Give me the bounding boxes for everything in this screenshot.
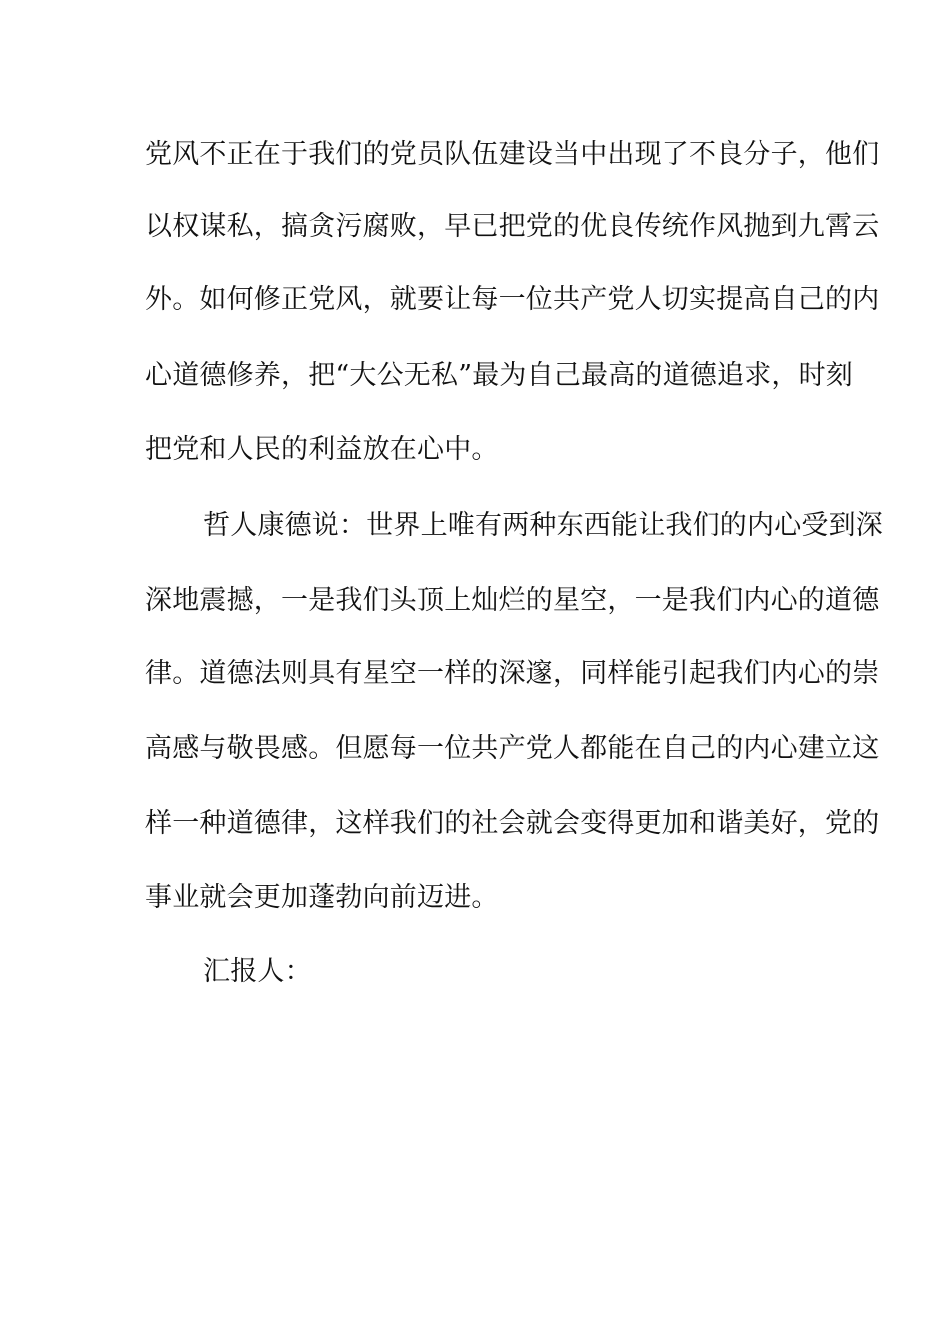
signature-label: 汇报人： — [203, 956, 312, 987]
paragraph-line: 样一种道德律，这样我们的社会就会变得更加和谐美好，党的 — [145, 808, 880, 839]
paragraph-line: 心道德修养，把“大公无私”最为自己最高的道德追求，时刻 — [145, 360, 854, 391]
paragraph-line: 外。如何修正党风，就要让每一位共产党人切实提高自己的内 — [145, 284, 880, 315]
paragraph-line: 党风不正在于我们的党员队伍建设当中出现了不良分子，他们 — [145, 139, 880, 170]
paragraph-line: 深地震撼，一是我们头顶上灿烂的星空，一是我们内心的道德 — [145, 585, 880, 616]
paragraph-line: 律。道德法则具有星空一样的深邃，同样能引起我们内心的崇 — [145, 658, 880, 689]
paragraph-line: 事业就会更加蓬勃向前迈进。 — [145, 882, 499, 913]
paragraph-line: 把党和人民的利益放在心中。 — [145, 434, 499, 465]
paragraph-line: 高感与敬畏感。但愿每一位共产党人都能在自己的内心建立这 — [145, 733, 880, 764]
paragraph-line: 哲人康德说：世界上唯有两种东西能让我们的内心受到深 — [203, 510, 883, 541]
paragraph-line: 以权谋私，搞贪污腐败，早已把党的优良传统作风抛到九霄云 — [145, 211, 880, 242]
